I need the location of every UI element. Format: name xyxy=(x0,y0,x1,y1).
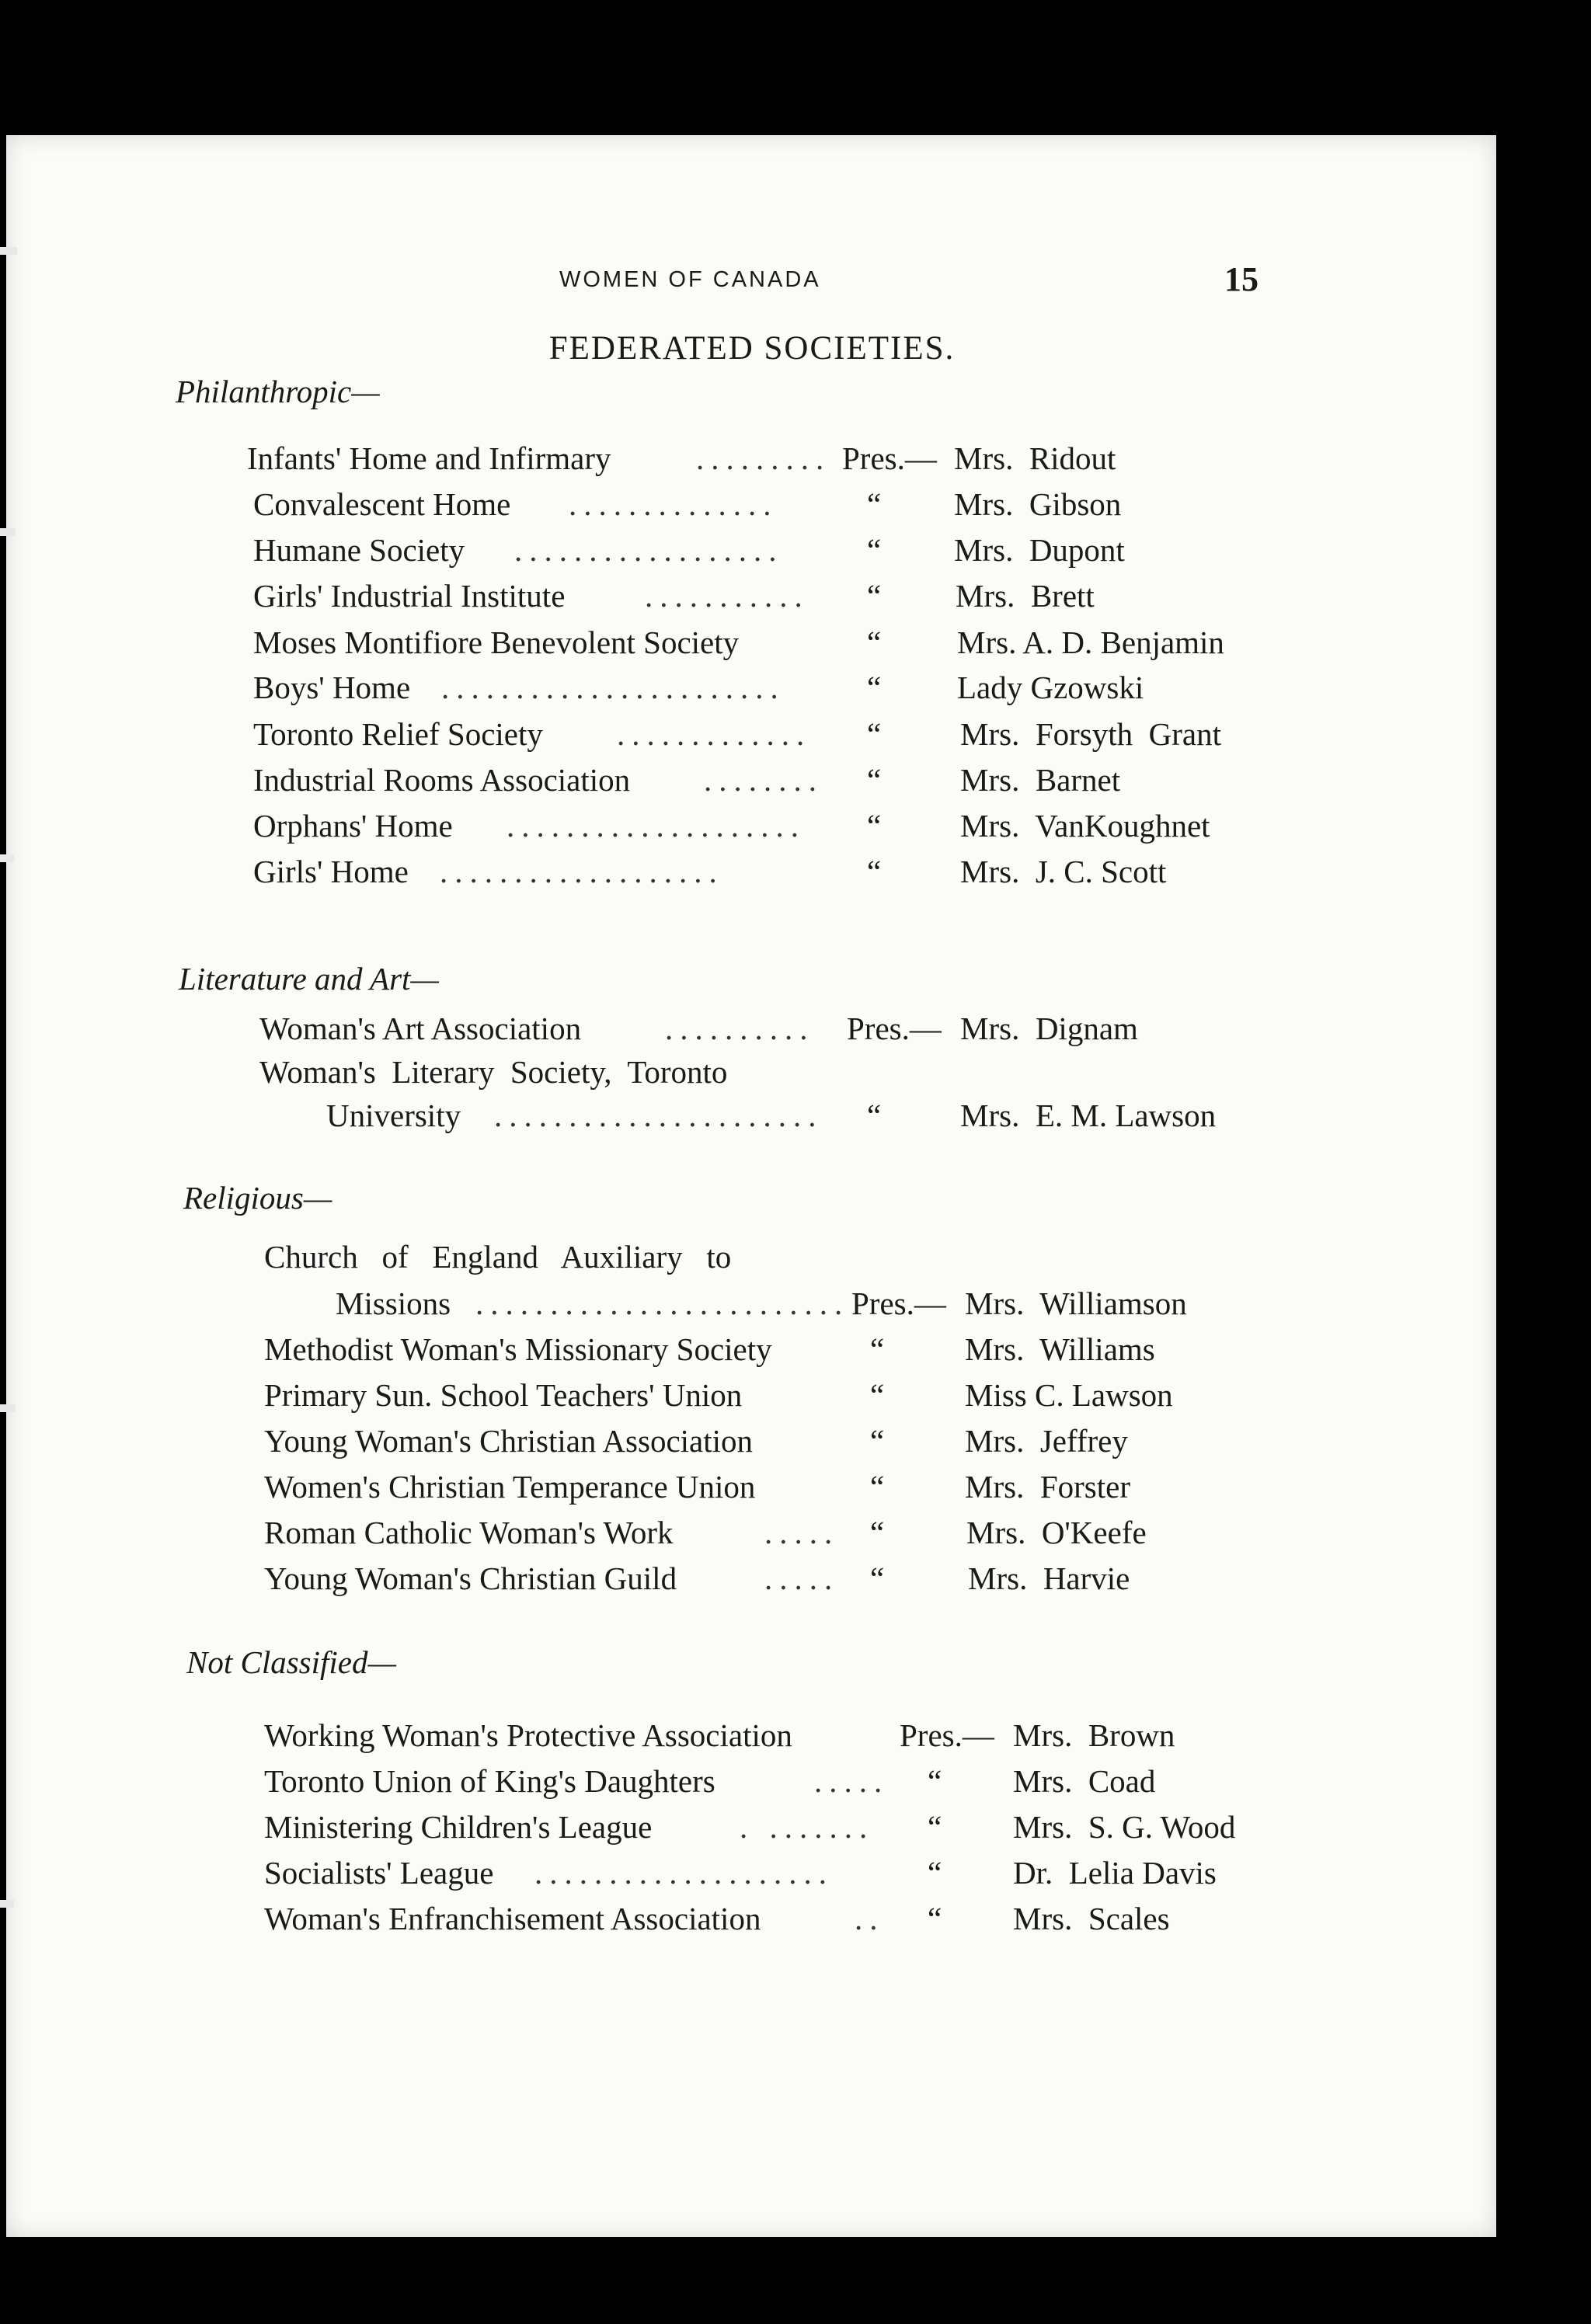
office-label: Pres.— xyxy=(847,1011,942,1046)
ditto-mark: “ xyxy=(870,1423,885,1459)
officer-name: Mrs. Brown xyxy=(1013,1717,1175,1753)
officer-name: Mrs. Brett xyxy=(956,578,1095,614)
ditto-mark: “ xyxy=(867,808,882,844)
officer-name: Mrs. J. C. Scott xyxy=(960,854,1167,889)
ditto-mark: “ xyxy=(928,1763,942,1799)
ditto-mark: “ xyxy=(928,1855,942,1891)
section-heading: Literature and Art— xyxy=(179,961,439,997)
society-name: Women's Christian Temperance Union xyxy=(264,1469,756,1505)
ditto-mark: “ xyxy=(870,1515,885,1550)
society-name: Woman's Literary Society, Toronto xyxy=(259,1054,728,1090)
office-label: Pres.— xyxy=(842,440,937,476)
society-name: Infants' Home and Infirmary xyxy=(247,440,611,476)
officer-name: Mrs. O'Keefe xyxy=(966,1515,1147,1550)
society-name: Socialists' League xyxy=(264,1855,494,1891)
society-name: Toronto Union of King's Daughters xyxy=(264,1763,715,1799)
ditto-mark: “ xyxy=(867,578,882,614)
society-name: Primary Sun. School Teachers' Union xyxy=(264,1377,743,1413)
society-name: Moses Montifiore Benevolent Society xyxy=(253,624,740,660)
officer-name: Mrs. VanKoughnet xyxy=(960,808,1210,844)
ditto-mark: “ xyxy=(867,670,882,705)
office-label: Pres.— xyxy=(900,1717,994,1753)
officer-name: Mrs. S. G. Wood xyxy=(1013,1809,1236,1845)
officer-name: Mrs. Jeffrey xyxy=(965,1423,1128,1459)
dot-leader: ..... xyxy=(814,1763,889,1799)
officer-name: Mrs. Dignam xyxy=(960,1011,1138,1046)
ditto-mark: “ xyxy=(867,854,882,889)
society-name: Girls' Industrial Institute xyxy=(253,578,566,614)
dot-leader: . ....... xyxy=(740,1809,875,1845)
ditto-mark: “ xyxy=(867,486,882,522)
society-name: Industrial Rooms Association xyxy=(253,762,631,798)
officer-name: Miss C. Lawson xyxy=(965,1377,1173,1413)
section-heading: Religious— xyxy=(183,1180,332,1216)
ditto-mark: “ xyxy=(870,1469,885,1505)
dot-leader: ............. xyxy=(617,716,812,752)
society-name: Church of England Auxiliary to xyxy=(264,1239,732,1275)
officer-name: Mrs. A. D. Benjamin xyxy=(957,624,1224,660)
officer-name: Mrs. Coad xyxy=(1013,1763,1156,1799)
ditto-mark: “ xyxy=(867,762,882,798)
running-title: WOMEN OF CANADA xyxy=(559,267,821,292)
binding-mark xyxy=(0,247,17,255)
dot-leader: ......... xyxy=(696,440,831,476)
society-name: Woman's Art Association xyxy=(259,1011,582,1046)
book-page xyxy=(6,135,1496,2237)
binding-mark xyxy=(0,1404,16,1412)
officer-name: Mrs. Dupont xyxy=(954,532,1125,568)
society-name: Methodist Woman's Missionary Society xyxy=(264,1331,772,1367)
society-name: Ministering Children's League xyxy=(264,1809,653,1845)
officer-name: Mrs. Gibson xyxy=(954,486,1122,522)
binding-mark xyxy=(0,528,16,536)
dot-leader: .. xyxy=(855,1901,885,1936)
society-name: Toronto Relief Society xyxy=(253,716,543,752)
society-name: Roman Catholic Woman's Work xyxy=(264,1515,674,1550)
officer-name: Mrs. Williamson xyxy=(965,1286,1187,1321)
officer-name: Dr. Lelia Davis xyxy=(1013,1855,1217,1891)
ditto-mark: “ xyxy=(867,716,882,752)
dot-leader: ........... xyxy=(645,578,809,614)
dot-leader: .................... xyxy=(507,808,806,844)
binding-mark xyxy=(0,854,14,862)
dot-leader: .................... xyxy=(534,1855,834,1891)
society-name: Young Woman's Christian Association xyxy=(264,1423,754,1459)
ditto-mark: “ xyxy=(870,1331,885,1367)
ditto-mark: “ xyxy=(928,1901,942,1936)
dot-leader: ................... xyxy=(440,854,724,889)
officer-name: Mrs. Ridout xyxy=(954,440,1116,476)
page-number: 15 xyxy=(1224,260,1259,298)
page-title: FEDERATED SOCIETIES. xyxy=(548,330,956,367)
officer-name: Mrs. Forsyth Grant xyxy=(960,716,1221,752)
society-name: University xyxy=(326,1098,461,1133)
office-label: Pres.— xyxy=(851,1286,946,1321)
officer-name: Mrs. Barnet xyxy=(960,762,1121,798)
society-name: Orphans' Home xyxy=(253,808,453,844)
dot-leader: ..... xyxy=(764,1560,840,1596)
society-name: Humane Society xyxy=(253,532,465,568)
section-heading: Philanthropic— xyxy=(176,374,380,409)
society-name: Girls' Home xyxy=(253,854,409,889)
officer-name: Mrs. Scales xyxy=(1013,1901,1170,1936)
officer-name: Mrs. Williams xyxy=(965,1331,1155,1367)
dot-leader: .............. xyxy=(569,486,778,522)
ditto-mark: “ xyxy=(867,1098,882,1133)
society-name: Convalescent Home xyxy=(253,486,511,522)
section-heading: Not Classified— xyxy=(186,1644,396,1680)
officer-name: Mrs. Harvie xyxy=(968,1560,1130,1596)
ditto-mark: “ xyxy=(870,1377,885,1413)
officer-name: Lady Gzowski xyxy=(957,670,1144,705)
binding-mark xyxy=(0,1900,14,1908)
dot-leader: ....................... xyxy=(441,670,785,705)
ditto-mark: “ xyxy=(867,532,882,568)
dot-leader: .................. xyxy=(514,532,784,568)
officer-name: Mrs. E. M. Lawson xyxy=(960,1098,1217,1133)
dot-leader: ......................... xyxy=(475,1286,850,1321)
society-name: Young Woman's Christian Guild xyxy=(264,1560,677,1596)
dot-leader: ...................... xyxy=(494,1098,823,1133)
dot-leader: ........ xyxy=(704,762,823,798)
dot-leader: ..... xyxy=(764,1515,840,1550)
society-name: Boys' Home xyxy=(253,670,411,705)
dot-leader: .......... xyxy=(665,1011,815,1046)
society-name: Woman's Enfranchisement Association xyxy=(264,1901,761,1936)
ditto-mark: “ xyxy=(867,624,882,660)
society-name: Missions xyxy=(336,1286,451,1321)
ditto-mark: “ xyxy=(928,1809,942,1845)
ditto-mark: “ xyxy=(870,1560,885,1596)
officer-name: Mrs. Forster xyxy=(965,1469,1130,1505)
society-name: Working Woman's Protective Association xyxy=(264,1717,792,1753)
